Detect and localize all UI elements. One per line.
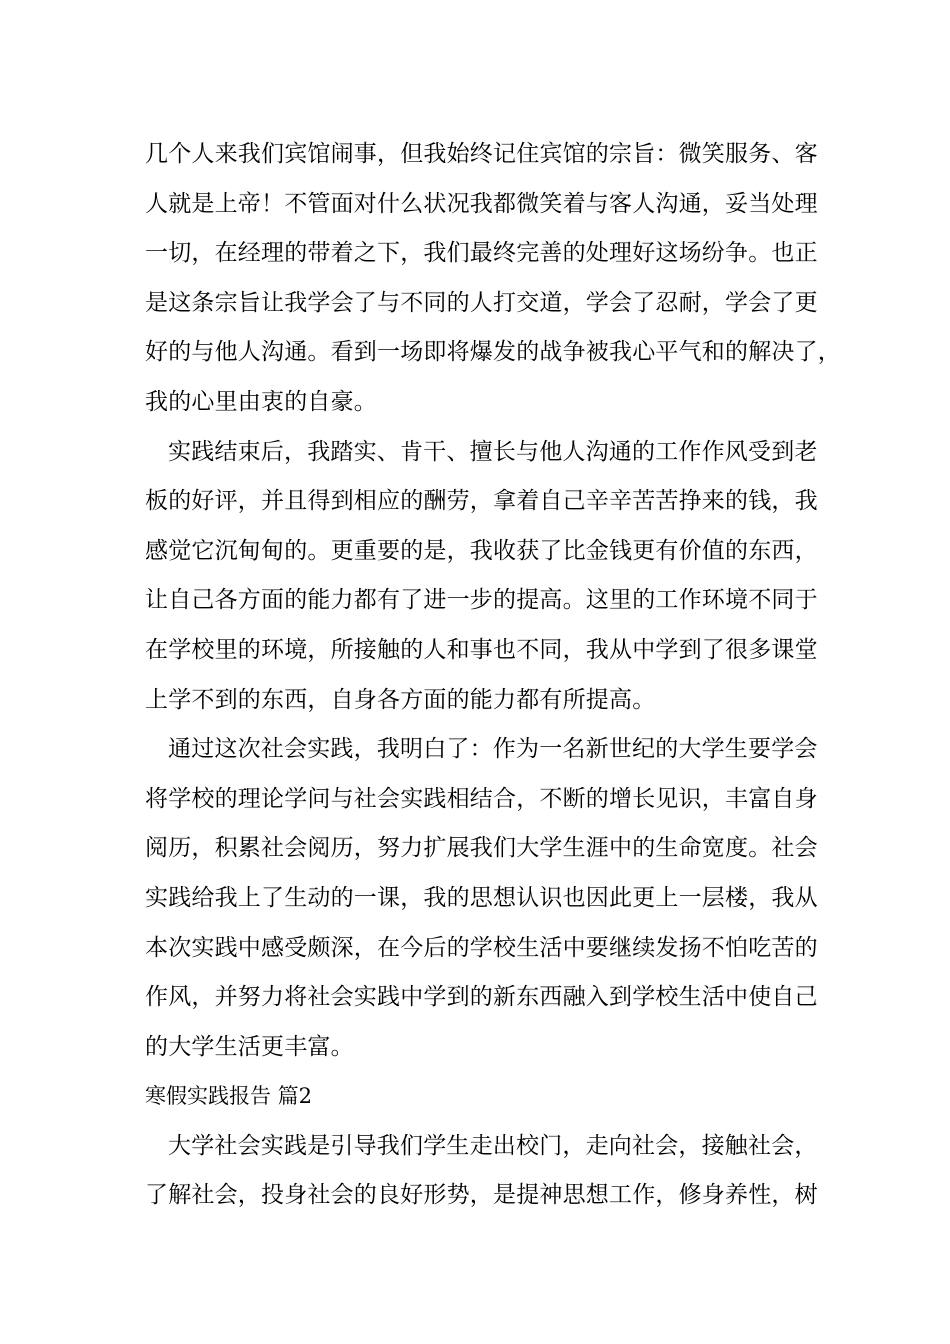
text-line: 一切，在经理的带着之下，我们最终完善的处理好这场纷争。也正 xyxy=(145,240,818,267)
text-line: 几个人来我们宾馆闹事，但我始终记住宾馆的宗旨：微笑服务、客 xyxy=(145,141,818,167)
text-line: 大学社会实践是引导我们学生走出校门，走向社会，接触社会， xyxy=(168,1132,818,1159)
text-line: 感觉它沉甸甸的。更重要的是，我收获了比金钱更有价值的东西， xyxy=(145,537,818,564)
paragraph-4 xyxy=(145,1122,825,1221)
text-line: 人就是上帝！不管面对什么状况我都微笑着与客人沟通，妥当处理 xyxy=(145,190,818,217)
text-line: 实践给我上了生动的一课，我的思想认识也因此更上一层楼，我从 xyxy=(145,884,818,911)
text-line: 让自己各方面的能力都有了进一步的提高。这里的工作环境不同于 xyxy=(145,587,818,614)
text-line: 我的心里由衷的自豪。 xyxy=(145,388,377,415)
paragraph-2 xyxy=(145,428,825,726)
paragraph-1 xyxy=(145,130,841,428)
document-page xyxy=(145,130,841,1221)
paragraph-3 xyxy=(145,725,825,1072)
text-line: 实践结束后，我踏实、肯干、擅长与他人沟通的工作作风受到老 xyxy=(168,438,818,465)
text-line: 本次实践中感受颇深，在今后的学校生活中要继续发扬不怕吃苦的 xyxy=(145,934,818,961)
text-line: 的大学生活更丰富。 xyxy=(145,1033,354,1060)
text-line: 上学不到的东西，自身各方面的能力都有所提高。 xyxy=(145,686,656,713)
text-line: 通过这次社会实践，我明白了：作为一名新世纪的大学生要学会 xyxy=(168,736,818,763)
text-line: 作风，并努力将社会实践中学到的新东西融入到学校生活中使自己 xyxy=(145,984,818,1011)
text-line: 板的好评，并且得到相应的酬劳，拿着自己辛辛苦苦挣来的钱，我 xyxy=(145,488,818,515)
text-line: 阅历，积累社会阅历，努力扩展我们大学生涯中的生命宽度。社会 xyxy=(145,835,818,862)
text-line: 将学校的理论学问与社会实践相结合，不断的增长见识，丰富自身 xyxy=(145,785,818,812)
text-line: 好的与他人沟通。看到一场即将爆发的战争被我心平气和的解决了， xyxy=(145,339,841,366)
text-line: 是这条宗旨让我学会了与不同的人打交道，学会了忍耐，学会了更 xyxy=(145,289,818,316)
text-line: 在学校里的环境，所接触的人和事也不同，我从中学到了很多课堂 xyxy=(145,636,818,663)
section-heading: 寒假实践报告 篇2 xyxy=(145,1084,313,1109)
text-line: 了解社会，投身社会的良好形势，是提神思想工作，修身养性，树 xyxy=(145,1182,818,1209)
